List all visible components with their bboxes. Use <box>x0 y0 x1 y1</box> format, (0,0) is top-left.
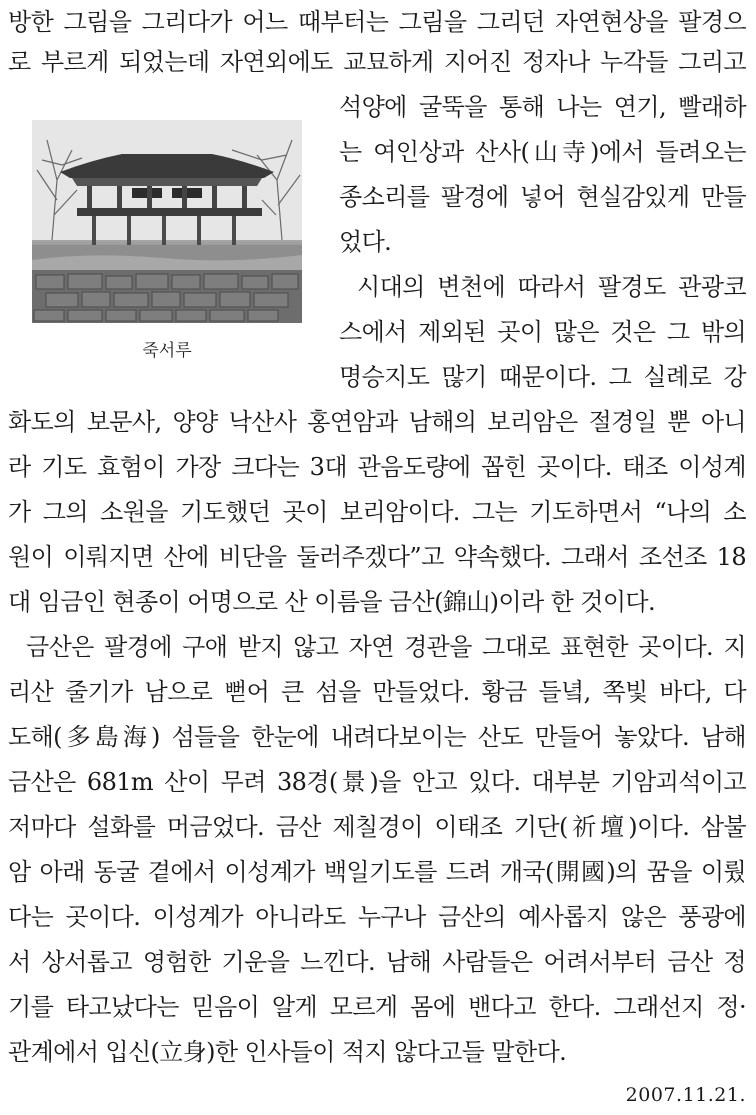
text-line: 가 그의 소원을 기도했던 곳이 보리암이다. 그는 기도하면서 “나의 소 <box>8 498 746 526</box>
text-line: 암 아래 동굴 곁에서 이성계가 백일기도를 드려 개국(開國)의 꿈을 이뤘 <box>8 858 746 886</box>
text-line: 대 임금인 현종이 어명으로 산 이름을 금산(錦山)이라 한 것이다. <box>8 588 656 616</box>
document-date: 2007.11.21. <box>625 1084 746 1106</box>
text-line: 로 부르게 되었는데 자연외에도 교묘하게 지어진 정자나 누각들 그리고 <box>8 48 746 76</box>
text-line: 방한 그림을 그리다가 어느 때부터는 그림을 그리던 자연현상을 팔경으 <box>8 8 746 36</box>
text-line: 저마다 설화를 머금었다. 금산 제칠경이 이태조 기단(祈壇)이다. 삼불 <box>8 813 746 841</box>
text-line: 관계에서 입신(立身)한 인사들이 적지 않다고들 말한다. <box>8 1038 567 1066</box>
text-line: 리산 줄기가 남으로 뻗어 큰 섬을 만들었다. 황금 들녘, 쪽빛 바다, 다 <box>8 678 746 706</box>
text-line: 기를 타고났다는 믿음이 알게 모르게 몸에 밴다고 한다. 그래선지 정· <box>8 993 746 1021</box>
text-line: 금산은 팔경에 구애 받지 않고 자연 경관을 그대로 표현한 곳이다. 지 <box>26 633 746 661</box>
text-line: 금산은 681m 산이 무려 38경(景)을 안고 있다. 대부분 기암괴석이고 <box>8 768 746 796</box>
text-line: 도해(多島海) 섬들을 한눈에 내려다보이는 산도 만들어 놓았다. 남해 <box>8 723 746 751</box>
text-line: 라 기도 효험이 가장 크다는 3대 관음도량에 꼽힌 곳이다. 태조 이성계 <box>8 453 746 481</box>
text-line: 종소리를 팔경에 넣어 현실감있게 만들 <box>339 183 746 211</box>
text-line: 스에서 제외된 곳이 많은 것은 그 밖의 <box>339 318 746 346</box>
pavilion-photo <box>32 120 302 323</box>
photo-caption: 죽서루 <box>142 341 192 361</box>
text-line: 다는 곳이다. 이성계가 아니라도 누구나 금산의 예사롭지 않은 풍광에 <box>8 903 746 931</box>
text-line: 었다. <box>339 228 392 256</box>
text-line: 명승지도 많기 때문이다. 그 실례로 강 <box>339 363 746 391</box>
text-line: 석양에 굴뚝을 통해 나는 연기, 빨래하 <box>339 93 746 121</box>
text-line: 화도의 보문사, 양양 낙산사 홍연암과 남해의 보리암은 절경일 뿐 아니 <box>8 408 746 436</box>
text-line: 서 상서롭고 영험한 기운을 느낀다. 남해 사람들은 어려서부터 금산 정 <box>8 948 746 976</box>
text-line: 는 여인상과 산사(山寺)에서 들려오는 <box>339 138 746 166</box>
text-line: 시대의 변천에 따라서 팔경도 관광코 <box>357 273 746 301</box>
text-line: 원이 이뤄지면 산에 비단을 둘러주겠다”고 약속했다. 그래서 조선조 18 <box>8 543 746 571</box>
